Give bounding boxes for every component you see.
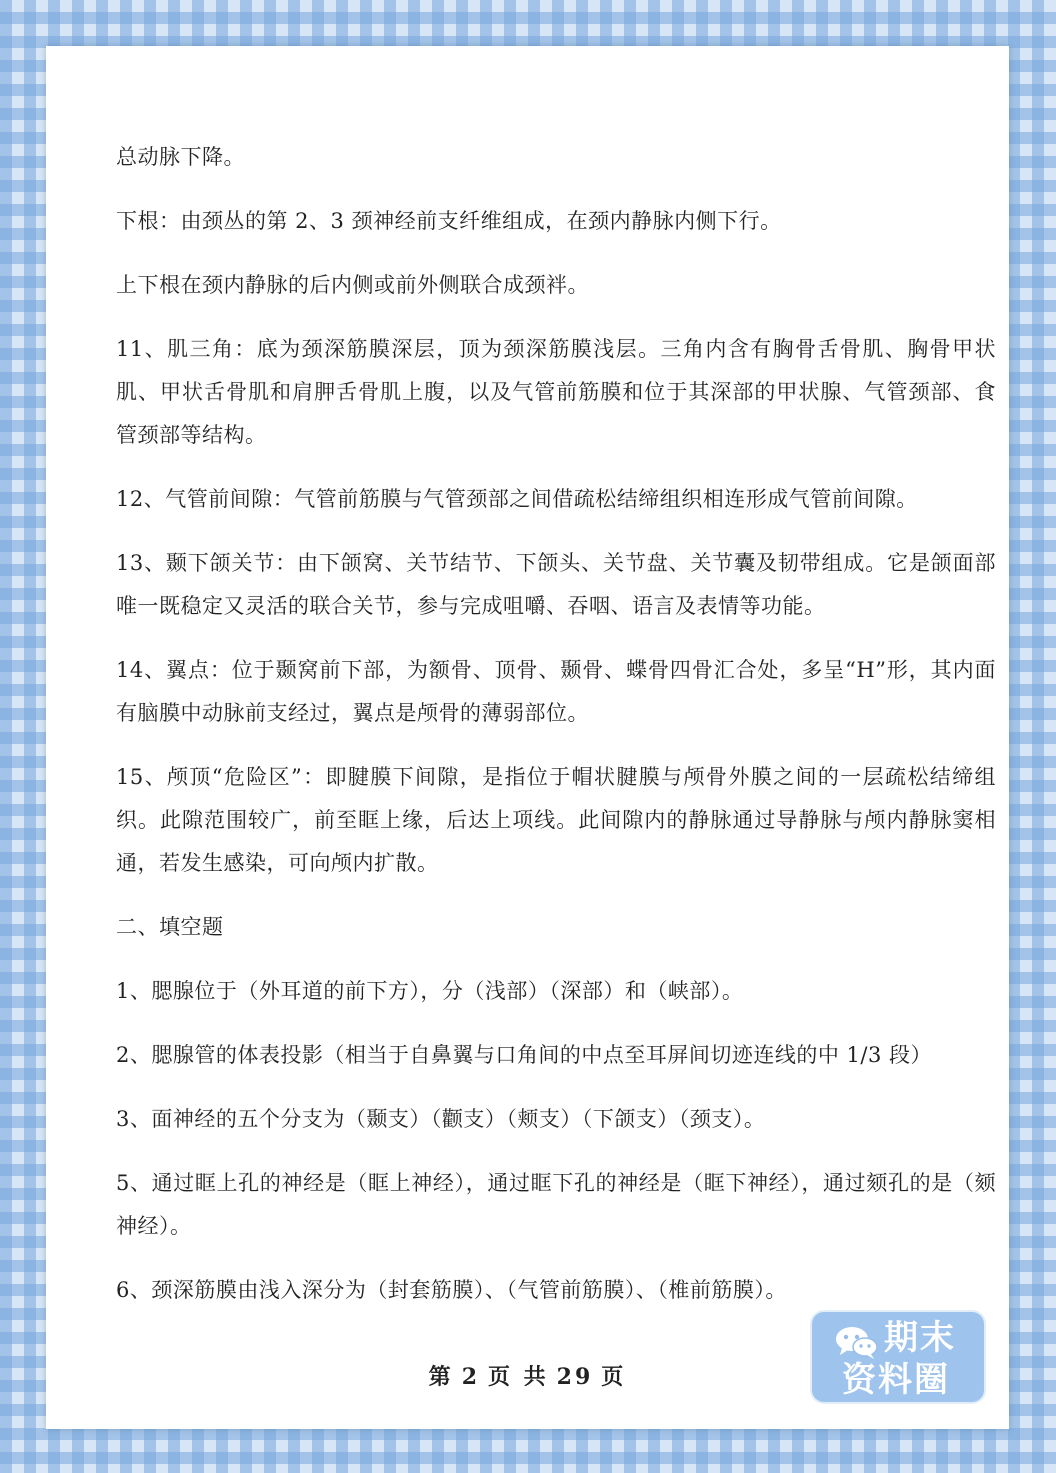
paragraph: 15、颅顶“危险区”：即腱膜下间隙，是指位于帽状腱膜与颅骨外膜之间的一层疏松结缔组织。此隙范围较广，前至眶上缘，后达上项线。此间隙内的静脉通过导静脉与颅内静脉窦相通，若发生感染，可向颅内扩散。 <box>116 765 996 875</box>
watermark-text-line1: 期末 <box>884 1318 956 1358</box>
paragraph: 上下根在颈内静脉的后内侧或前外侧联合成颈袢。 <box>116 273 589 297</box>
page-middle: 页 共 <box>488 1364 549 1390</box>
paragraph: 2、腮腺管的体表投影（相当于自鼻翼与口角间的中点至耳屏间切迹连线的中 1/3 段） <box>116 1043 933 1067</box>
page-suffix: 页 <box>601 1364 627 1390</box>
page-total: 29 <box>556 1364 594 1390</box>
paragraph: 14、翼点：位于颞窝前下部，为额骨、顶骨、颞骨、蝶骨四骨汇合处，多呈“H”形，其内面有脑膜中动脉前支经过，翼点是颅骨的薄弱部位。 <box>116 658 996 725</box>
page-current: 2 <box>461 1364 480 1390</box>
paragraph: 13、颞下颌关节：由下颌窝、关节结节、下颌头、关节盘、关节囊及韧带组成。它是颌面部唯一既稳定又灵活的联合关节，参与完成咀嚼、吞咽、语言及表情等功能。 <box>116 551 996 618</box>
watermark-badge <box>810 1310 986 1404</box>
wechat-icon <box>834 1324 880 1360</box>
watermark-text-line2: 资料圈 <box>842 1360 950 1400</box>
paragraph: 1、腮腺位于（外耳道的前下方），分（浅部）（深部）和（峡部）。 <box>116 979 744 1003</box>
paragraph: 5、通过眶上孔的神经是（眶上神经），通过眶下孔的神经是（眶下神经），通过颏孔的是（颏神经）。 <box>116 1171 996 1238</box>
page-prefix: 第 <box>428 1364 454 1390</box>
paragraph: 3、面神经的五个分支为（颞支）（颧支）（颊支）（下颌支）（颈支）。 <box>116 1107 766 1131</box>
document-body <box>116 136 996 1333</box>
paragraph: 6、颈深筋膜由浅入深分为（封套筋膜）、（气管前筋膜）、（椎前筋膜）。 <box>116 1278 787 1302</box>
section-heading: 二、填空题 <box>116 915 224 939</box>
paragraph: 12、气管前间隙：气管前筋膜与气管颈部之间借疏松结缔组织相连形成气管前间隙。 <box>116 487 918 511</box>
paragraph: 总动脉下降。 <box>116 145 245 169</box>
paragraph: 11、肌三角：底为颈深筋膜深层，顶为颈深筋膜浅层。三角内含有胸骨舌骨肌、胸骨甲状肌、甲状舌骨肌和肩胛舌骨肌上腹，以及气管前筋膜和位于其深部的甲状腺、气管颈部、食管颈部等结构。 <box>116 337 996 447</box>
paragraph: 下根：由颈丛的第 2、3 颈神经前支纤维组成，在颈内静脉内侧下行。 <box>116 209 782 233</box>
document-page <box>46 46 1009 1429</box>
